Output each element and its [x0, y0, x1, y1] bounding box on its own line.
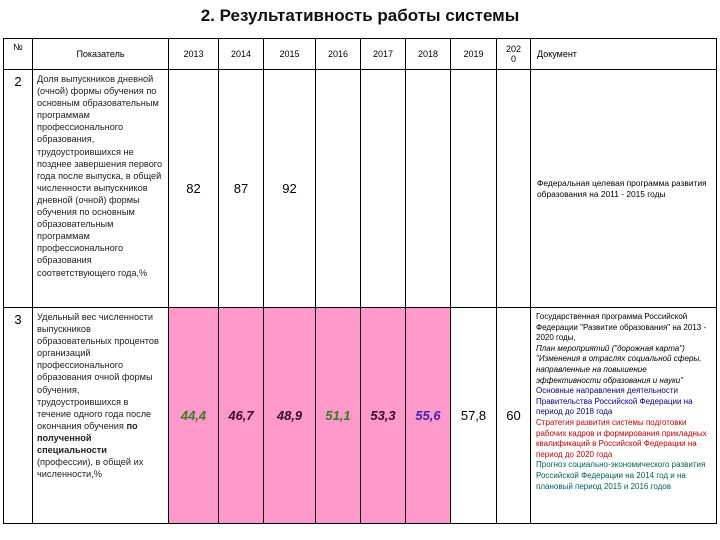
- header-row: [4, 39, 717, 70]
- header-indicator: Показатель: [33, 39, 169, 70]
- header-year: 202 0: [497, 39, 531, 70]
- indicator-text-bold: по полученной специальности: [37, 420, 138, 456]
- value-cell: 92: [264, 70, 316, 308]
- indicator-text: Доля выпускников дневной (очной) формы обучения по основным образовательным программам профессионального образования, трудоустроившихся не позднее завершения первого года после выпуска, в общей численности выпускников дневной (очной) формы обучения по основным образовательным программам профессионального образования соответствующего года,%: [33, 70, 169, 308]
- value-cell: [316, 70, 361, 308]
- header-year: 2017: [361, 39, 406, 70]
- header-year: 2018: [406, 39, 451, 70]
- header-year: 2019: [451, 39, 497, 70]
- value-cell: [361, 70, 406, 308]
- document-text: Стратегия развития системы подготовки рабочих кадров и формирования прикладных квалификаций в Российской Федерации на период до 2020 года: [536, 417, 707, 459]
- header-year: 2014: [219, 39, 264, 70]
- value-cell: 82: [169, 70, 219, 308]
- row-number: 2: [4, 70, 33, 308]
- value-cell: 44,4: [169, 308, 219, 524]
- document-text: Государственная программа Российской Федерации "Развитие образования" на 2013 - 2020 годы,: [536, 312, 707, 343]
- document-text: Федеральная целевая программа развития образования на 2011 - 2015 годы: [531, 70, 717, 308]
- indicator-text: [33, 308, 169, 524]
- header-year: 2016: [316, 39, 361, 70]
- results-table: [3, 38, 717, 524]
- value-cell: [406, 70, 451, 308]
- value-cell: 57,8: [451, 308, 497, 524]
- document-text: Прогноз социально-экономического развития Российской Федерации на 2014 год и на плановый период 2015 и 2016 годов: [536, 460, 706, 491]
- document-list: [531, 308, 717, 524]
- value-cell: [451, 70, 497, 308]
- table-row: [4, 70, 717, 308]
- value-cell: [497, 70, 531, 308]
- value-cell: 51,1: [316, 308, 361, 524]
- table-row: [4, 308, 717, 524]
- document-text: Основные направления деятельности Правительства Российской Федерации на период до 2018 года: [536, 386, 693, 417]
- value-cell: 60: [497, 308, 531, 524]
- header-year: 2015: [264, 39, 316, 70]
- value-cell: 87: [219, 70, 264, 308]
- header-year: 2013: [169, 39, 219, 70]
- page-title: 2. Результативность работы системы: [200, 6, 520, 25]
- indicator-text-part: (профессии), в общей их численности,%: [37, 457, 144, 480]
- document-text: План мероприятий ("дорожная карта") "Изменения в отраслях социальной сферы, направленные на повышение эффективности образования и науки": [536, 343, 702, 385]
- value-cell: 48,9: [264, 308, 316, 524]
- header-document: Документ: [531, 39, 717, 70]
- value-cell: 53,3: [361, 308, 406, 524]
- header-no: №: [4, 39, 33, 70]
- value-cell: 46,7: [219, 308, 264, 524]
- value-cell: 55,6: [406, 308, 451, 524]
- row-number: 3: [4, 308, 33, 524]
- indicator-text-part: Удельный вес численности выпускников образовательных процентов организаций профессионального образования очной формы обучения, трудоустроившихся в течение одного года после окончания обучения: [37, 312, 159, 431]
